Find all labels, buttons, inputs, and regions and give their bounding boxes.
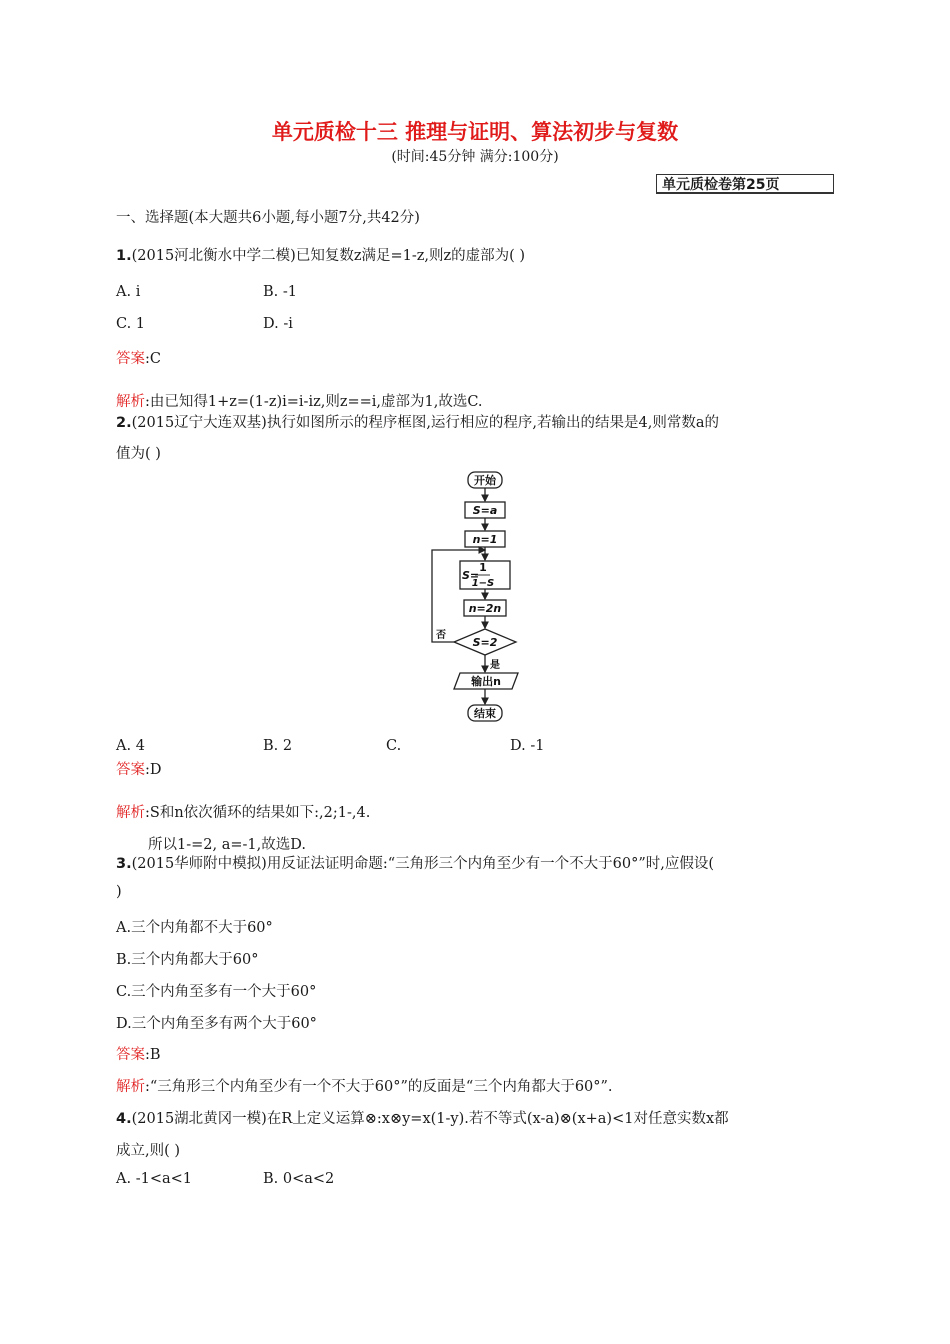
q3-option-c: C.三个内角至多有一个大于60° xyxy=(116,984,317,1000)
q1-solution xyxy=(116,390,483,411)
flow-no-label: 否 xyxy=(436,630,446,641)
q3-answer xyxy=(116,1043,161,1064)
question-4-number: 4. xyxy=(116,1111,132,1127)
flow-yes-label: 是 xyxy=(490,660,500,671)
question-3-number: 3. xyxy=(116,856,132,872)
solution-label: 解析 xyxy=(116,805,145,821)
q4-option-b: B. 0<a<2 xyxy=(263,1171,335,1187)
question-3 xyxy=(116,852,714,873)
flow-output-label: 输出n xyxy=(471,675,501,688)
answer-label: 答案 xyxy=(116,1047,145,1063)
flow-fraction-numerator: 1 xyxy=(479,561,487,574)
answer-label: 答案 xyxy=(116,351,145,367)
question-2-stem-line1: (2015辽宁大连双基)执行如图所示的程序框图,运行相应的程序,若输出的结果是4,则常数a的 xyxy=(131,415,720,431)
q2-solution-line2: 所以1-=2, a=-1,故选D. xyxy=(148,837,306,853)
question-4 xyxy=(116,1107,729,1128)
q3-option-d: D.三个内角至多有两个大于60° xyxy=(116,1016,317,1032)
q2-option-b: B. 2 xyxy=(263,738,293,754)
answer-value: :B xyxy=(145,1047,161,1063)
q3-solution xyxy=(116,1075,613,1096)
question-3-stem-line1: (2015华师附中模拟)用反证法证明命题:“三角形三个内角至少有一个不大于60°”时,应假设( xyxy=(131,856,714,872)
q3-option-a: A.三个内角都不大于60° xyxy=(116,920,273,936)
q4-option-a: A. -1<a<1 xyxy=(116,1171,192,1187)
q2-option-d: D. -1 xyxy=(510,738,545,754)
solution-text: :S和n依次循环的结果如下:,2;1-,4. xyxy=(145,805,371,821)
solution-text: :“三角形三个内角至少有一个不大于60°”的反面是“三个内角都大于60°”. xyxy=(145,1079,613,1095)
answer-value: :D xyxy=(145,762,162,778)
program-flowchart xyxy=(420,466,550,728)
q2-option-a: A. 4 xyxy=(116,738,145,754)
q2-answer xyxy=(116,758,162,779)
q1-option-d: D. -i xyxy=(263,316,293,332)
question-2-stem-line2: 值为( ) xyxy=(116,446,161,462)
question-1 xyxy=(116,244,525,265)
section-heading: 一、选择题(本大题共6小题,每小题7分,共42分) xyxy=(116,210,420,226)
question-3-stem-line2: ) xyxy=(116,884,122,900)
document-subtitle: (时间:45分钟 满分:100分) xyxy=(391,149,559,165)
answer-value: :C xyxy=(145,351,161,367)
flow-fraction-denominator: 1−S xyxy=(471,578,495,589)
flow-condition-label: S=2 xyxy=(472,636,498,649)
flow-update-s-label: S= xyxy=(462,569,480,582)
answer-label: 答案 xyxy=(116,762,145,778)
flow-init-s-label: S=a xyxy=(472,504,498,517)
flow-end-label: 结束 xyxy=(474,707,496,720)
q1-answer xyxy=(116,347,161,368)
question-2 xyxy=(116,411,719,432)
solution-text: :由已知得1+z=(1-z)i=i-iz,则z==i,虚部为1,故选C. xyxy=(145,394,483,410)
q3-option-b: B.三个内角都大于60° xyxy=(116,952,259,968)
q2-solution xyxy=(116,801,370,822)
page-reference-box: 单元质检卷第25页 xyxy=(656,174,834,194)
question-4-stem-line1: (2015湖北黄冈一模)在R上定义运算⊗:x⊗y=x(1-y).若不等式(x-a)⊗(x+a)<1对任意实数x都 xyxy=(131,1111,729,1127)
flow-start-label: 开始 xyxy=(474,474,496,487)
flow-update-n-label: n=2n xyxy=(468,602,502,615)
document-title: 单元质检十三 推理与证明、算法初步与复数 xyxy=(271,120,679,144)
solution-label: 解析 xyxy=(116,1079,145,1095)
q1-option-c: C. 1 xyxy=(116,316,146,332)
q1-option-b: B. -1 xyxy=(263,284,297,300)
q2-option-c: C. xyxy=(386,738,402,754)
q1-option-a: A. i xyxy=(116,284,141,300)
question-1-stem: (2015河北衡水中学二模)已知复数z满足=1-z,则z的虚部为( ) xyxy=(131,248,526,264)
question-2-number: 2. xyxy=(116,415,132,431)
question-4-stem-line2: 成立,则( ) xyxy=(116,1143,181,1159)
question-1-number: 1. xyxy=(116,248,132,264)
flow-init-n-label: n=1 xyxy=(472,533,498,546)
solution-label: 解析 xyxy=(116,394,145,410)
